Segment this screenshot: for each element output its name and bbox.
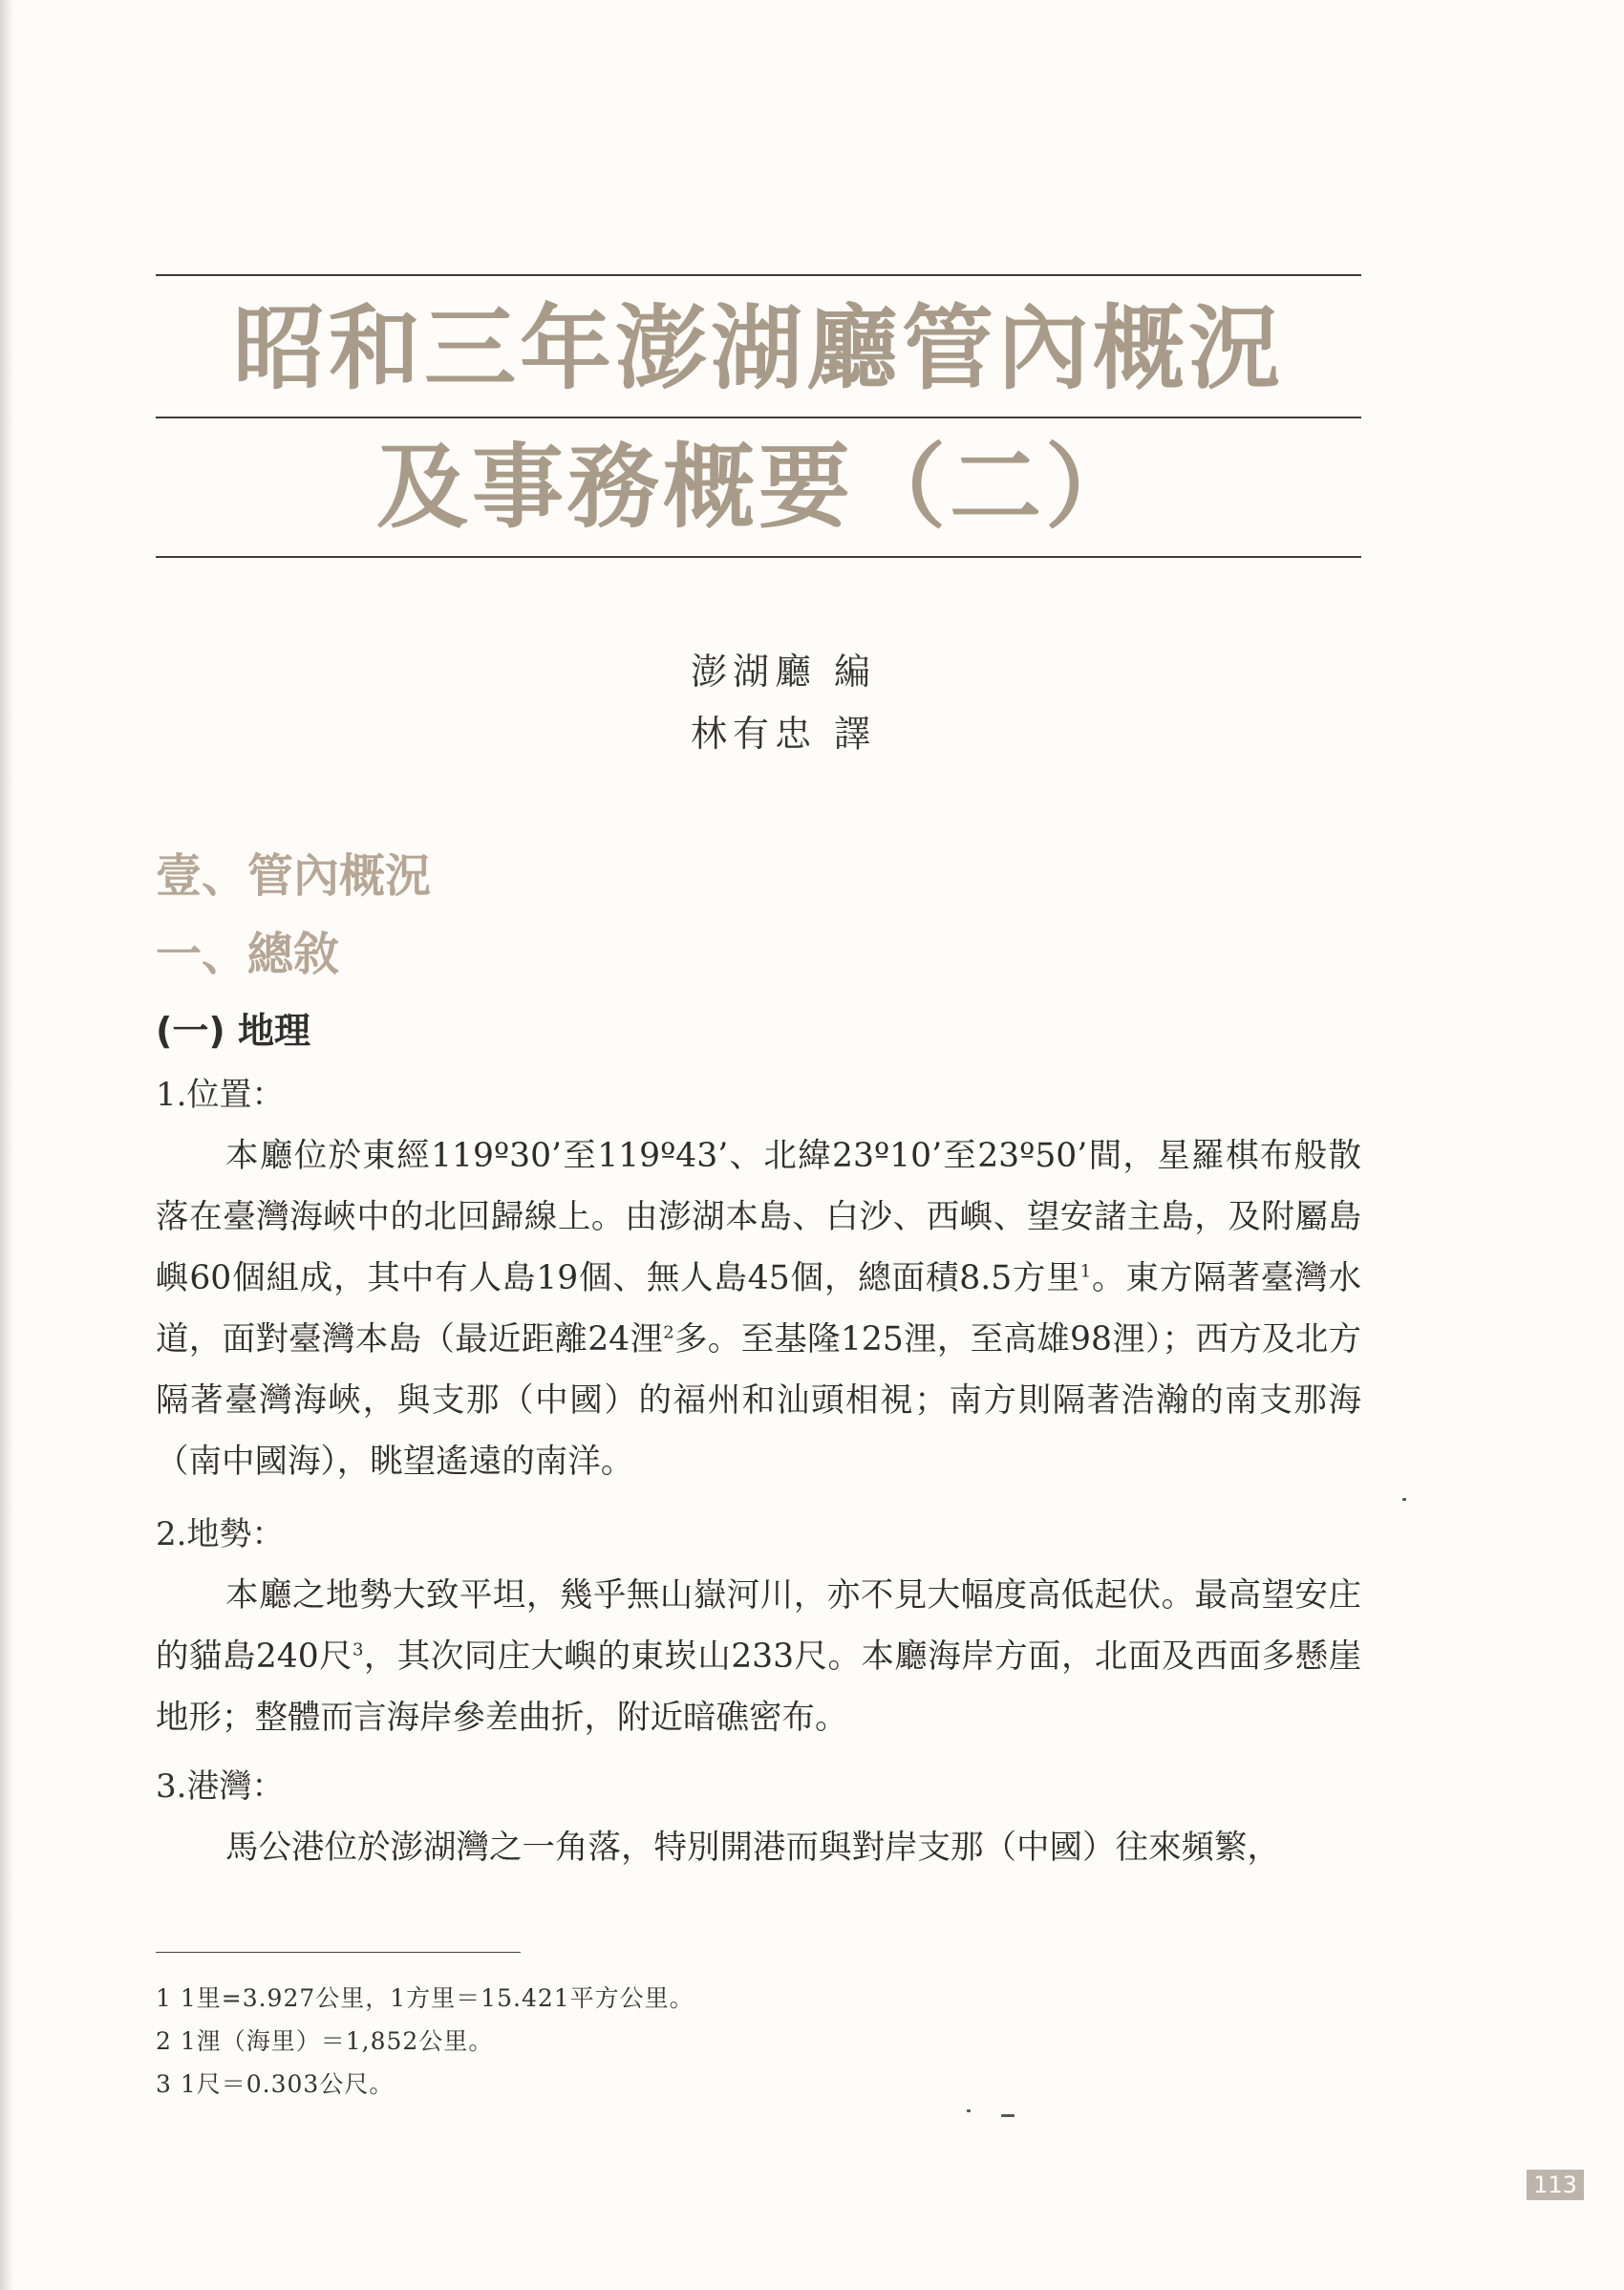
paragraph-location: 本廳位於東經119º30’至119º43’、北緯23º10’至23º50’間，星羅棋布般散落在臺灣海峽中的北回歸線上。由澎湖本島、白沙、西嶼、望安諸主島，及附屬島嶼60個組成，其中有人島19個、無人島45個，總面積8.5方里$^1$。東方隔著臺灣水道，面對臺灣本島（最近距離24浬$^2$多。至基隆125浬，至高雄98浬）；西方及北方隔著臺灣海峽，與支那（中國）的福州和汕頭相視；南方則隔著浩瀚的南支那海（南中國海），眺望遙遠的南洋。 bbox=[156, 1137, 1361, 1481]
footnote-3: 3 1尺＝0.303公尺。 bbox=[156, 2070, 395, 2098]
translator-credit: 林有忠 譯 bbox=[690, 713, 877, 755]
page-number: 113 bbox=[1527, 2170, 1584, 2200]
footnote-2: 2 1浬（海里）＝1,852公里。 bbox=[156, 2027, 494, 2055]
paragraph-terrain: 本廳之地勢大致平坦，幾乎無山嶽河川，亦不見大幅度高低起伏。最高望安庄的貓島240尺$^3$，其次同庄大嶼的東崁山233尺。本廳海岸方面，北面及西面多懸崖地形；整體而言海岸參差曲折，附近暗礁密布。 bbox=[156, 1576, 1361, 1737]
editor-credit: 澎湖廳 編 bbox=[690, 651, 877, 693]
scan-speck bbox=[1001, 2114, 1015, 2117]
label-terrain: 2.地勢： bbox=[156, 1515, 285, 1553]
footnote-ref-3: 3 bbox=[353, 1639, 364, 1660]
footnote-ref-1: 1 bbox=[1079, 1261, 1092, 1282]
subsection-heading: (一) 地理 bbox=[156, 1010, 310, 1052]
footnote-1: 1 1里=3.927公里，1方里＝15.421平方公里。 bbox=[156, 1984, 694, 2012]
title-middle-rule bbox=[156, 417, 1361, 418]
footnote-ref-2: 2 bbox=[663, 1322, 674, 1343]
title-top-rule bbox=[156, 274, 1361, 276]
section-heading-2: 一、總敘 bbox=[156, 928, 340, 981]
title-line-2: 及事務概要（二） bbox=[376, 434, 1141, 541]
label-location: 1.位置： bbox=[156, 1076, 285, 1114]
scan-speck bbox=[1402, 1498, 1406, 1501]
title-line-1: 昭和三年澎湖廳管內概況 bbox=[233, 295, 1284, 402]
footnote-divider bbox=[156, 1952, 521, 1953]
label-harbor: 3.港灣： bbox=[156, 1767, 285, 1806]
scan-speck bbox=[967, 2109, 971, 2112]
paragraph-harbor: 馬公港位於澎湖灣之一角落，特別開港而與對岸支那（中國）往來頻繁， bbox=[225, 1829, 1280, 1867]
page-edge-shadow bbox=[0, 0, 13, 2290]
title-bottom-rule bbox=[156, 556, 1361, 558]
section-heading-1: 壹、管內概況 bbox=[156, 849, 432, 903]
